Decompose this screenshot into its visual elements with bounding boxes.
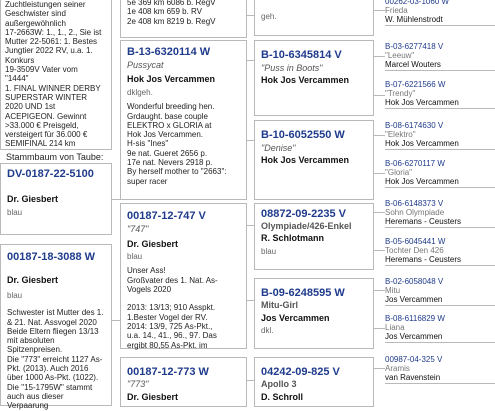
result-line: 2e 408 km 8219 b. RegV [127,16,216,26]
note-line: Unser Ass! [127,266,166,276]
ring-number: B-06-6148373 V [385,199,444,208]
pigeon-color: blau [127,252,143,261]
note-line: Hok Jos Vercammen. [127,130,204,140]
note-line: 17e nat. Nevers 2918 p. [127,158,213,168]
note-line: 19-3509V Vater vom [5,65,78,75]
pigeon-name: Frieda [385,6,408,15]
note-line: Konkurs [5,55,35,65]
connector-line [374,135,385,136]
pigeon-card-b2[interactable] [120,203,247,349]
ring-number: B-05-6045441 W [385,237,446,246]
note-line: 17-2663W: 1., 1., 2., Sie ist [5,27,102,37]
note-line: Grdaught. base couple [127,111,208,121]
note-line: By herself mother to "2663": [127,167,227,177]
pigeon-color: geh. [261,12,277,21]
ring-number: B-10-6052550 W [261,129,345,141]
breeder-name: D. Schroll [261,392,304,402]
breeder-name: Dr. Giesbert [127,392,179,402]
note-line: ergibt 80,55 As-Pkt. im [127,340,208,350]
connector-line [112,199,120,200]
connector-line [374,212,385,213]
note-line: Spitzenpreisen. [7,345,63,355]
note-line: außergewöhnlich [5,18,66,28]
note-line: versteigert für 36.000 € [5,130,88,140]
pedigree-header: Stammbaum von Taube: [6,152,104,162]
connector-line [374,250,385,251]
note-line: Schwester ist Mutter des 1. [7,308,104,318]
breeder-name: Hok Jos Vercammen [261,155,350,165]
pigeon-card-c4[interactable] [254,278,374,349]
ring-number: B-08-6116829 W [385,314,445,323]
ancestor-entry[interactable] [385,121,495,150]
pigeon-card-top[interactable] [120,0,247,38]
ring-number: 00187-12-773 W [127,366,209,378]
breeder-name: W. Mühlenstrodt [385,15,495,26]
note-line: Jungtier 2022 RV, u.a. 1. [5,46,93,56]
connector-line [112,320,120,321]
ring-number: B-09-6248595 W [261,287,345,299]
pigeon-name: "Gloria" [385,168,413,177]
pigeon-name: "Leeuw" [385,51,415,60]
note-line: & 21. Nat. Assvogel 2020 [7,317,97,327]
pigeon-card-c2[interactable] [254,120,374,200]
connector-line [247,380,254,381]
ring-number: B-02-6058048 V [385,277,444,286]
pigeon-card-sire[interactable] [0,244,112,411]
breeder-name: Hok Jos Vercammen [385,139,495,150]
note-line: SEMIFINAL 214 km [5,139,76,149]
ring-number: 00987-04-325 V [385,355,443,364]
pigeon-card-c3[interactable] [254,203,374,270]
result-line: 5e 369 km 6086 b. RegV [127,0,216,7]
ring-number: B-13-6320114 W [127,46,211,58]
note-line: Geschwister sind [5,9,66,19]
note-line: "1444" [5,74,29,84]
breeder-name: van Ravenstein [385,373,495,384]
pigeon-name: "Denise" [261,143,296,153]
note-line: Die "773" erreicht 1127 As- [7,354,103,364]
connector-line [247,225,254,226]
result-line: 1e 408 km 659 b. RV [127,7,203,17]
breeder-name: Hok Jos Vercammen [385,98,495,109]
note-line: super racer [127,176,168,186]
note-line: Verpaarung [7,401,49,411]
note-line: Mutter 22-5061: 1. Bestes [5,37,98,47]
connector-line [374,173,385,174]
ancestor-entry[interactable] [385,199,495,228]
note-line: 9e nat. Gueret 2656 p. [127,148,208,158]
note-line: Vogels 2020 [127,284,172,294]
ancestor-entry[interactable] [385,0,495,26]
ring-number: 00187-12-747 V [127,210,206,222]
note-line: Die "15-1795W" stammt [7,382,93,392]
pigeon-name: Apollo 3 [261,379,297,389]
note-line: ACEPIGEON. Gewinnt [5,111,87,121]
pigeon-color: blau [261,247,277,256]
note-line: H-sis "Ines" [127,139,169,149]
ring-number: B-03-6277418 V [385,42,444,51]
pigeon-color: dkl. [261,326,274,335]
note-line: SUPERSTAR WINTER [5,92,88,102]
breeder-name: R. Schlotmann [261,233,325,243]
ring-number: 00187-18-3088 W [7,251,96,263]
note-line: Beide Eltern fliegen 13/13 [7,326,99,336]
pigeon-name: Mitu [385,286,401,295]
ring-number: B-06-6270117 W [385,159,445,168]
pigeon-name: Tochter Den 426 [385,246,444,255]
pigeon-card-c5[interactable] [254,357,374,407]
note-line: u.a. 14., 41., 96., 97. Das [127,331,217,341]
ancestor-entry[interactable] [385,159,495,188]
connector-line [374,290,385,291]
breeder-name: Dr. Giesbert [7,194,59,204]
ancestor-entry[interactable] [385,355,495,384]
pigeon-name: Mitu-Girl [261,300,298,310]
ring-number: B-07-6221566 W [385,80,446,89]
pigeon-name: "Elektro" [385,130,416,139]
pigeon-name: "Trendy" [385,89,416,98]
ring-number: DV-0187-22-5100 [7,168,94,180]
breeder-name: Hok Jos Vercammen [127,74,216,84]
pigeon-name: Olympiade/426-Enkel [261,221,352,231]
pigeon-color: dklgeh. [127,88,153,97]
ancestor-entry[interactable] [385,42,495,71]
note-line [127,294,240,303]
connector-line [247,60,254,61]
pigeon-name: Liana [385,323,405,332]
ancestor-entry[interactable] [385,277,495,306]
note-line: 1. FINAL WINNER DERBY [5,83,101,93]
note-line: über 1000 As-Pkt. (1022). [7,373,99,383]
breeder-name: Hok Jos Vercammen [385,177,495,188]
note-line: Großvater des 1. Nat. As- [127,275,218,285]
pigeon-name: Pussycat [127,60,164,70]
pigeon-name: "773" [127,379,149,389]
note-line: >33.000 € Preisgeld, [5,120,79,130]
ring-number: B-10-6345814 V [261,49,342,61]
connector-line [374,56,385,57]
ancestor-entry[interactable] [385,80,495,109]
ring-number: 04242-09-825 V [261,366,340,378]
note-line: Zuchtleistungen seiner [5,0,86,9]
breeder-name: Jos Vercammen [385,332,495,343]
pigeon-card-c0[interactable] [254,0,374,36]
note-line: 2020 UND 1st [5,102,56,112]
breeder-name: Heremans - Ceusters [385,255,495,266]
note-line: ELEKTRO x GLORIA at [127,120,212,130]
pigeon-card-main[interactable] [0,163,112,235]
note-line: mit absoluten [7,336,55,346]
breeder-name: Dr. Giesbert [7,275,59,285]
note-line: 1.Bester Vogel der RV. [127,312,208,322]
connector-line [374,10,385,11]
ring-number: 00262-03-1060 W [385,0,450,6]
pigeon-color: blau [7,291,23,300]
note-line: 2014: 13/9, 725 As-Pkt., [127,322,213,332]
pigeon-card-b1[interactable] [120,40,247,200]
note-line: auch aus dieser [7,391,64,401]
breeder-name: Jos Vercammen [385,295,495,306]
pigeon-card-c1[interactable] [254,40,374,116]
pigeon-card-b3[interactable] [120,357,247,407]
pigeon-name: Sohn Olympiade [385,208,445,217]
pigeon-name: "Puss in Boots" [261,63,323,73]
breeder-name: Heremans - Ceusters [385,217,495,228]
ring-number: 08872-09-2235 V [261,208,347,220]
note-line: 2013: 13/13; 910 Asspkt. [127,303,216,313]
connector-line [374,328,385,329]
breeder-name: Hok Jos Vercammen [261,75,350,85]
pigeon-name: "747" [127,224,149,234]
pigeon-name: Aramis [385,364,410,373]
breeder-name: Dr. Giesbert [127,239,179,249]
breeder-name: Jos Vercammen [261,313,330,323]
top-left-note-box [0,0,112,150]
ancestor-entry[interactable] [385,237,495,266]
connector-line [374,95,385,96]
note-line: Wonderful breeding hen. [127,102,215,112]
ancestor-entry[interactable] [385,314,495,343]
connector-line [247,15,254,16]
connector-line [247,300,254,301]
note-line: Pkt. (2013). Auch 2016 [7,364,89,374]
breeder-name: Marcel Wouters [385,60,495,71]
connector-line [374,368,385,369]
ring-number: B-08-6174630 V [385,121,444,130]
connector-line [247,140,254,141]
pigeon-color: blau [7,208,23,217]
